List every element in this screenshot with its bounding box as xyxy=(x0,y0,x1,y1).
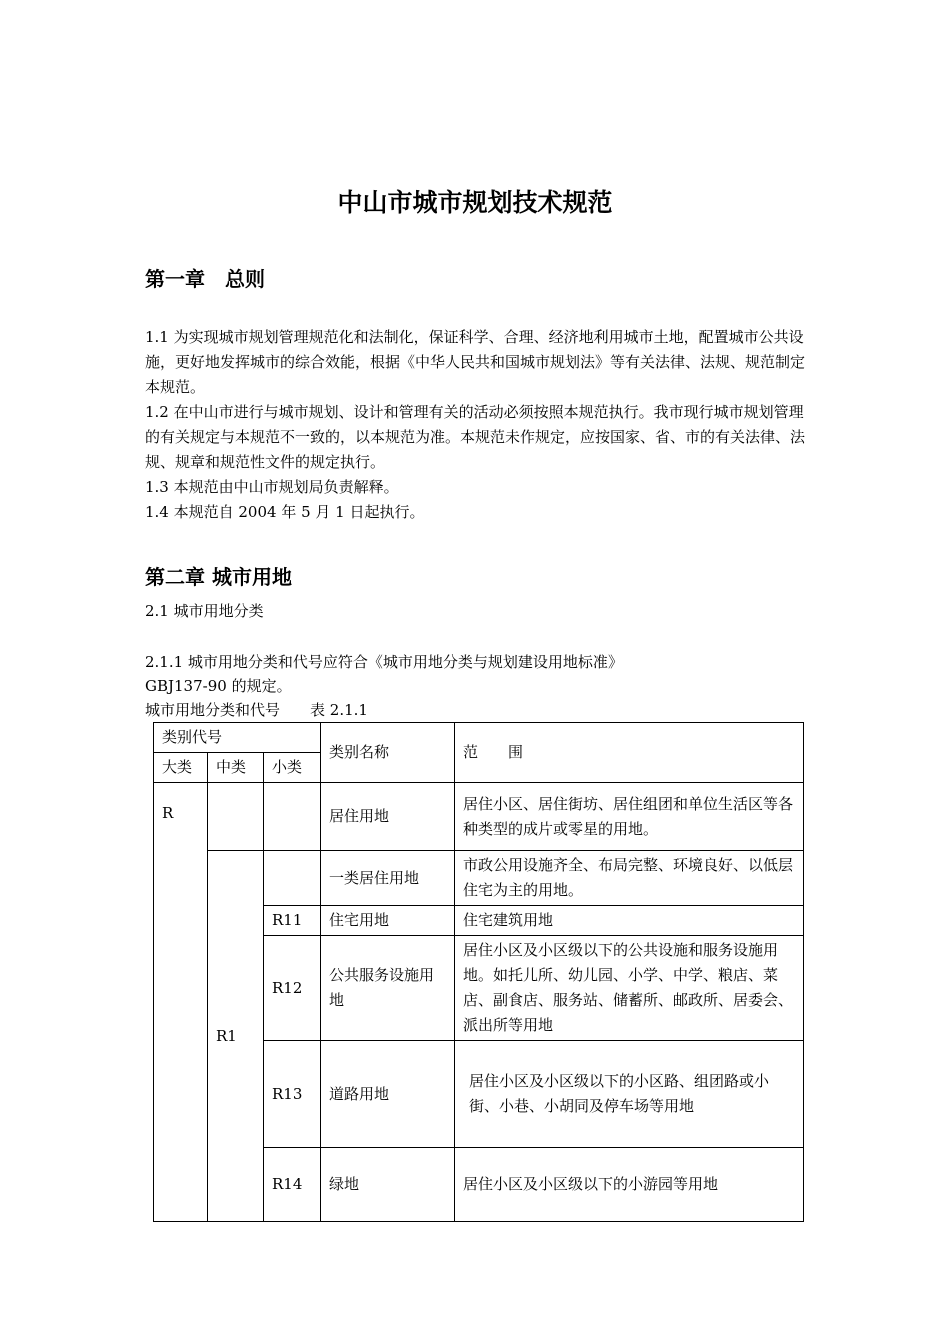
cell-name: 道路用地 xyxy=(321,1041,455,1148)
cell-minor xyxy=(264,851,321,906)
header-medium: 中类 xyxy=(208,753,264,783)
cell-scope: 市政公用设施齐全、布局完整、环境良好、以低层住宅为主的用地。 xyxy=(455,851,804,906)
cell-name: 住宅用地 xyxy=(321,906,455,936)
land-use-table xyxy=(153,722,804,1222)
table-header-row xyxy=(154,723,804,753)
section-2-1: 2.1 城市用地分类 xyxy=(145,602,264,620)
cell-name: 绿地 xyxy=(321,1148,455,1222)
clause-2-1-1: 2.1.1 城市用地分类和代号应符合《城市用地分类与规划建设用地标准》 xyxy=(145,653,623,671)
table-caption: 城市用地分类和代号 表 2.1.1 xyxy=(145,701,368,719)
clause-1-2: 1.2 在中山市进行与城市规划、设计和管理有关的活动必须按照本规范执行。我市现行城市规划管理的有关规定与本规范不一致的，以本规范为准。本规范未作规定，应按国家、省、市的有关法律、法规、规章和规范性文件的规定执行。 xyxy=(145,403,806,471)
cell-minor: R14 xyxy=(264,1148,321,1222)
clause-2-1-1-cont: GBJ137-90 的规定。 xyxy=(145,677,292,695)
cell-name: 一类居住用地 xyxy=(321,851,455,906)
table-row xyxy=(154,783,804,851)
cell-medium xyxy=(208,783,264,851)
header-scope: 范 围 xyxy=(455,723,804,783)
header-code-group: 类别代号 xyxy=(154,723,321,753)
clause-1-1: 1.1 为实现城市规划管理规范化和法制化，保证科学、合理、经济地利用城市土地，配置城市公共设施，更好地发挥城市的综合效能，根据《中华人民共和国城市规划法》等有关法律、法规、规范制定本规范。 xyxy=(145,328,806,396)
cell-minor: R11 xyxy=(264,906,321,936)
cell-major: R xyxy=(154,783,208,1222)
chapter2-heading: 第二章 城市用地 xyxy=(145,565,292,589)
cell-minor: R12 xyxy=(264,936,321,1041)
cell-medium: R1 xyxy=(208,851,264,1222)
clause-1-4: 1.4 本规范自 2004 年 5 月 1 日起执行。 xyxy=(145,503,425,521)
cell-scope: 居住小区及小区级以下的小游园等用地 xyxy=(455,1148,804,1222)
header-name: 类别名称 xyxy=(321,723,455,783)
cell-scope: 居住小区、居住街坊、居住组团和单位生活区等各种类型的成片或零星的用地。 xyxy=(455,783,804,851)
chapter1-heading: 第一章 总则 xyxy=(145,267,265,291)
cell-minor: R13 xyxy=(264,1041,321,1148)
cell-scope: 住宅建筑用地 xyxy=(455,906,804,936)
table-row xyxy=(154,851,804,906)
header-minor: 小类 xyxy=(264,753,321,783)
cell-scope: 居住小区及小区级以下的公共设施和服务设施用地。如托儿所、幼儿园、小学、中学、粮店、菜店、副食店、服务站、储蓄所、邮政所、居委会、派出所等用地 xyxy=(455,936,804,1041)
cell-minor xyxy=(264,783,321,851)
header-major: 大类 xyxy=(154,753,208,783)
cell-name: 公共服务设施用地 xyxy=(321,936,455,1041)
cell-name: 居住用地 xyxy=(321,783,455,851)
clause-1-3: 1.3 本规范由中山市规划局负责解释。 xyxy=(145,478,399,496)
document-title: 中山市城市规划技术规范 xyxy=(337,188,613,217)
cell-scope: 居住小区及小区级以下的小区路、组团路或小街、小巷、小胡同及停车场等用地 xyxy=(455,1041,804,1148)
